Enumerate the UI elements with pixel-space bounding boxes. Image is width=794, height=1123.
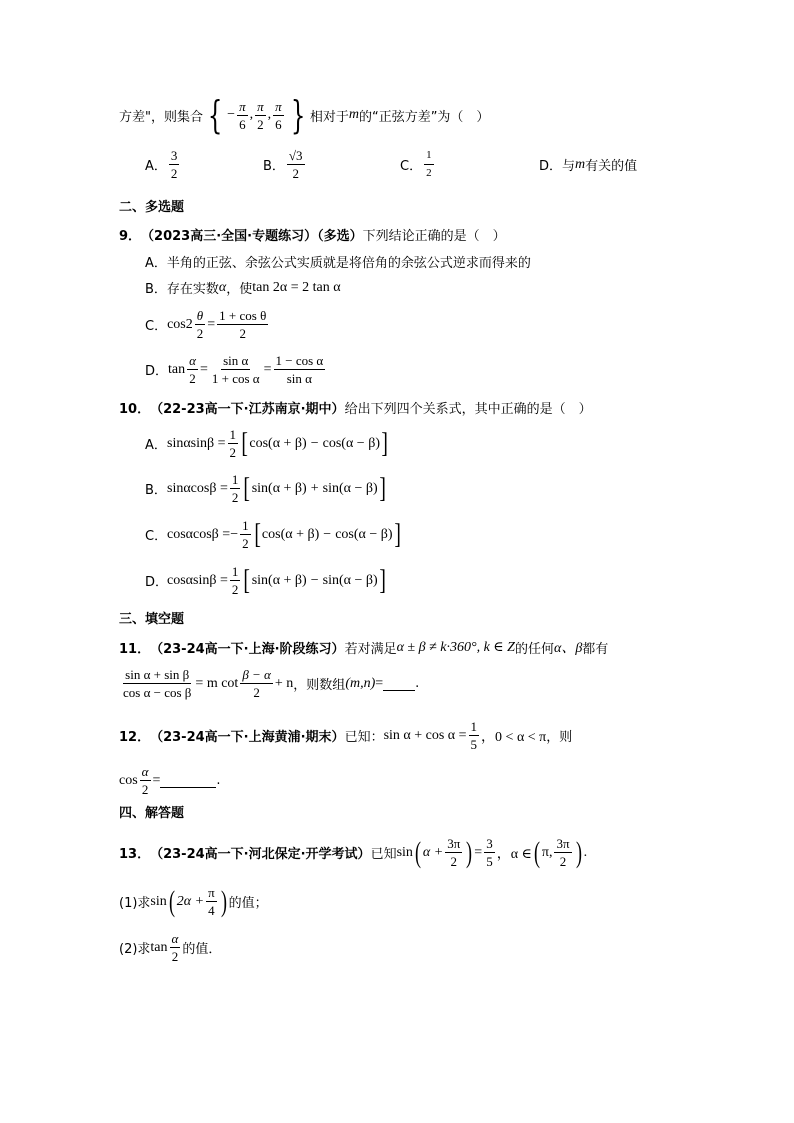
q12-number: 12． (119, 730, 151, 745)
q13-part-1: (1)求 sin ( 2α + $\frac{\pi}{4}$ ) 的值； (119, 884, 268, 918)
q10-option-d: D． cosαsinβ = $\frac{1}{2}$ [ sin (α + β) − sin (α − β) ] (145, 564, 386, 597)
q12-ask: cos $\frac{\alpha}{2}$ = . (119, 764, 221, 797)
q13-number: 13． (119, 847, 151, 862)
set-elem-2: $\frac{\pi}{2}$ (257, 98, 264, 132)
q13-stem: 13． （23-24高一下·河北保定·开学考试） 已知 sin ( α + $\frac{3\pi}{2}$ ) = $\frac{3}{5}$ ，α ∈ ( π, $\frac{3\pi}{2}$ ) . (119, 835, 588, 869)
q8-stem-a: 方差"，则集合 (119, 109, 203, 125)
set-elem-1: $\frac{\pi}{6}$ (239, 98, 246, 132)
q11-formula: $\frac{\text{sin α + sin β}}{\text{cos α − cos β}}$ = m cot $\frac{\beta - \alpha}{2}$ + n ，则数组 (m,n) = . (123, 667, 420, 700)
set-right-brace: } (290, 93, 305, 137)
q9-option-d: D． tan $\frac{\alpha}{2}$ = $\frac{\text{sin α}}{\text{1 + cos α}}$ = $\frac{\text{1 − cos α}}{\text{sin α}}$ (145, 353, 324, 386)
section-heading-2: 二、多选题 (119, 200, 185, 215)
q10-stem (119, 398, 592, 417)
q9-number: 9． (119, 229, 142, 244)
q8-option-a: A． $\frac{3}{2}$ (145, 148, 178, 181)
q12-source: （23-24高一下·上海黄浦·期末） (150, 730, 345, 745)
q11-condition: α ± β ≠ k·360°, k ∈ Z (396, 639, 515, 655)
section-heading-3: 三、填空题 (119, 612, 185, 627)
q10-option-b: B． sinαcosβ = $\frac{1}{2}$ [ sin (α + β) + sin (α − β) ] (145, 472, 386, 505)
q11-answer-blank[interactable] (383, 676, 415, 691)
q13-source: （23-24高一下·河北保定·开学考试） (150, 847, 371, 862)
q8-option-d: D． 与 m 有关的值 (539, 156, 638, 174)
q8-options (145, 148, 637, 181)
q11-source: （23-24高一下·上海·阶段练习） (150, 641, 345, 657)
q8-stem-line: 方差"，则集合 { − $\frac{\pi}{6}$ , $\frac{\pi}{2}$ , $\frac{\pi}{6}$ } 相对于 m 的“正弦方差”为（ ） (119, 93, 490, 137)
q13-part-2: (2)求 tan $\frac{\alpha}{2}$ 的值． (119, 931, 222, 964)
q11-number: 11． (119, 641, 151, 657)
q10-number: 10． (119, 402, 151, 417)
q8-stem-b: 相对于 (309, 109, 349, 125)
q9-stem-text: 下列结论正确的是（ ） (362, 229, 506, 244)
q8-var-m: m (348, 107, 359, 122)
q9-option-a: A．半角的正弦、余弦公式实质就是将倍角的余弦公式逆求而得来的 (145, 256, 531, 271)
q12-stem: 12． （23-24高一下·上海黄浦·期末） 已知： sin α + cos α = $\frac{1}{5}$ ，0 < α < π ，则 (119, 719, 573, 752)
q9-option-c: C． cos 2 $\frac{\theta}{2}$ = $\frac{\text{1 + cos θ}}{2}$ (145, 308, 267, 341)
q10-option-a: A． sinαsinβ = $\frac{1}{2}$ [ cos (α + β) − cos (α − β) ] (145, 427, 388, 460)
section-heading-4: 四、解答题 (119, 806, 185, 821)
q10-source: （22-23高一下·江苏南京·期中） (150, 402, 345, 417)
set-left-brace: { (207, 93, 223, 137)
q9-stem (119, 225, 506, 244)
q9-option-b: B．存在实数 α ，使 tan 2α = 2 tan α (145, 279, 341, 297)
q12-answer-blank[interactable] (160, 773, 216, 788)
q10-option-c: C． cosαcosβ = − $\frac{1}{2}$ [ cos (α + β) − cos (α − β) ] (145, 518, 401, 551)
q9-source: （2023高三·全国·专题练习）（多选） (141, 229, 363, 244)
q10-stem-text: 给出下列四个关系式，其中正确的是（ ） (344, 402, 592, 417)
q8-option-b: B． $\frac{√3}{2}$ (263, 148, 303, 181)
q8-stem-c: 的“正弦方差”为（ ） (358, 109, 490, 125)
set-elem-3: $\frac{\pi}{6}$ (275, 98, 282, 132)
q8-option-c: C． $\frac{1}{2}$ (400, 149, 432, 179)
set-elem-1-sign: − (227, 107, 236, 122)
q9-b-formula: tan 2α = 2 tan α (252, 279, 341, 295)
q11-stem: 11． （23-24高一下·上海·阶段练习） 若对满足 α ± β ≠ k·360°, k ∈ Z 的任何 α、β 都有 (119, 639, 609, 657)
